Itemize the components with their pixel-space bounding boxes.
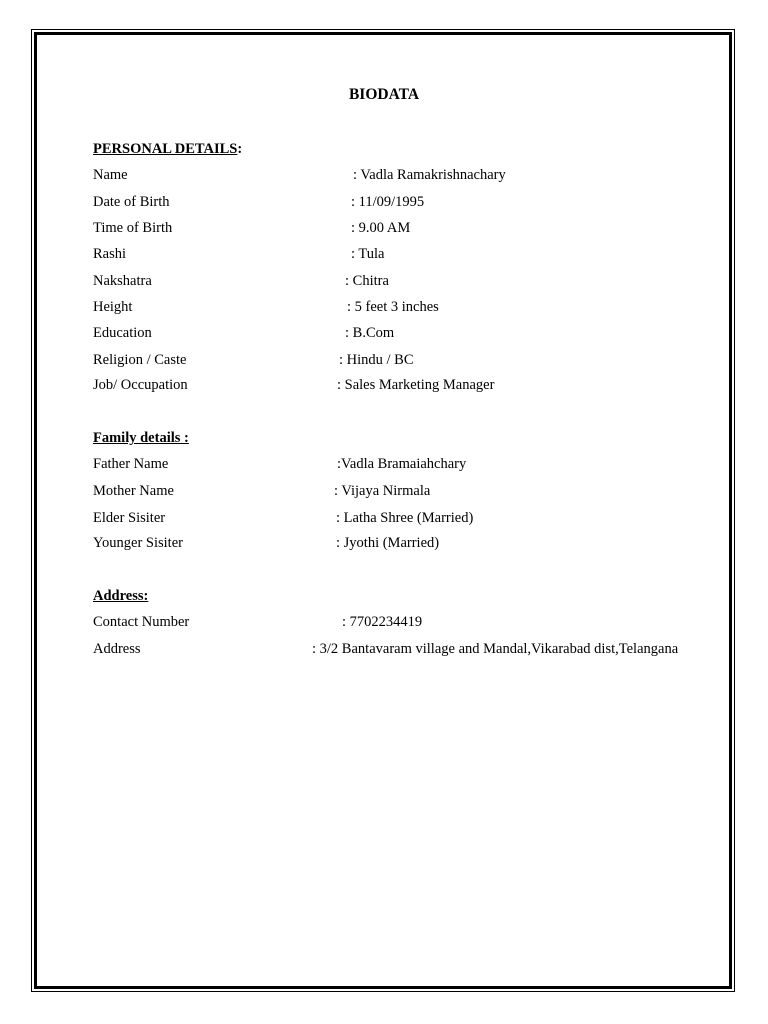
- tob-label: Time of Birth: [93, 220, 173, 236]
- mother-name-value: : Vijaya Nirmala: [334, 483, 431, 499]
- younger-sister-label: Younger Sisiter: [93, 535, 183, 551]
- father-name-value: :Vadla Bramaiahchary: [337, 456, 467, 472]
- personal-details-heading: [93, 141, 242, 158]
- personal-details-heading-text: PERSONAL DETAILS: [93, 141, 238, 157]
- address-value: : 3/2 Bantavaram village and Mandal,Vikarabad dist,Telangana: [312, 641, 679, 657]
- name-label: Name: [93, 167, 128, 183]
- occupation-value: : Sales Marketing Manager: [337, 377, 495, 393]
- father-name-label: Father Name: [93, 456, 169, 472]
- rashi-label: Rashi: [93, 246, 127, 262]
- address-label: Address: [93, 641, 141, 657]
- personal-details-heading-colon: :: [237, 141, 243, 157]
- rashi-value: : Tula: [351, 246, 385, 262]
- dob-label: Date of Birth: [93, 194, 170, 210]
- nakshatra-label: Nakshatra: [93, 273, 152, 289]
- document-title: BIODATA: [348, 86, 420, 103]
- address-heading-text: Address:: [93, 588, 149, 604]
- height-value: : 5 feet 3 inches: [347, 299, 439, 315]
- education-label: Education: [93, 325, 152, 341]
- dob-value: : 11/09/1995: [351, 194, 425, 210]
- elder-sister-value: : Latha Shree (Married): [336, 510, 474, 526]
- occupation-label: Job/ Occupation: [93, 377, 188, 393]
- religion-caste-value: : Hindu / BC: [339, 352, 414, 368]
- mother-name-label: Mother Name: [93, 483, 174, 499]
- elder-sister-label: Elder Sisiter: [93, 510, 166, 526]
- religion-caste-label: Religion / Caste: [93, 352, 187, 368]
- contact-number-value: : 7702234419: [342, 614, 423, 630]
- family-details-heading: [93, 430, 189, 447]
- name-value: : Vadla Ramakrishnachary: [353, 167, 506, 183]
- tob-value: : 9.00 AM: [351, 220, 411, 236]
- address-heading: [93, 588, 148, 605]
- younger-sister-value: : Jyothi (Married): [336, 535, 440, 551]
- education-value: : B.Com: [345, 325, 395, 341]
- family-details-heading-text: Family details :: [93, 430, 189, 446]
- height-label: Height: [93, 299, 133, 315]
- contact-number-label: Contact Number: [93, 614, 190, 630]
- nakshatra-value: : Chitra: [345, 273, 389, 289]
